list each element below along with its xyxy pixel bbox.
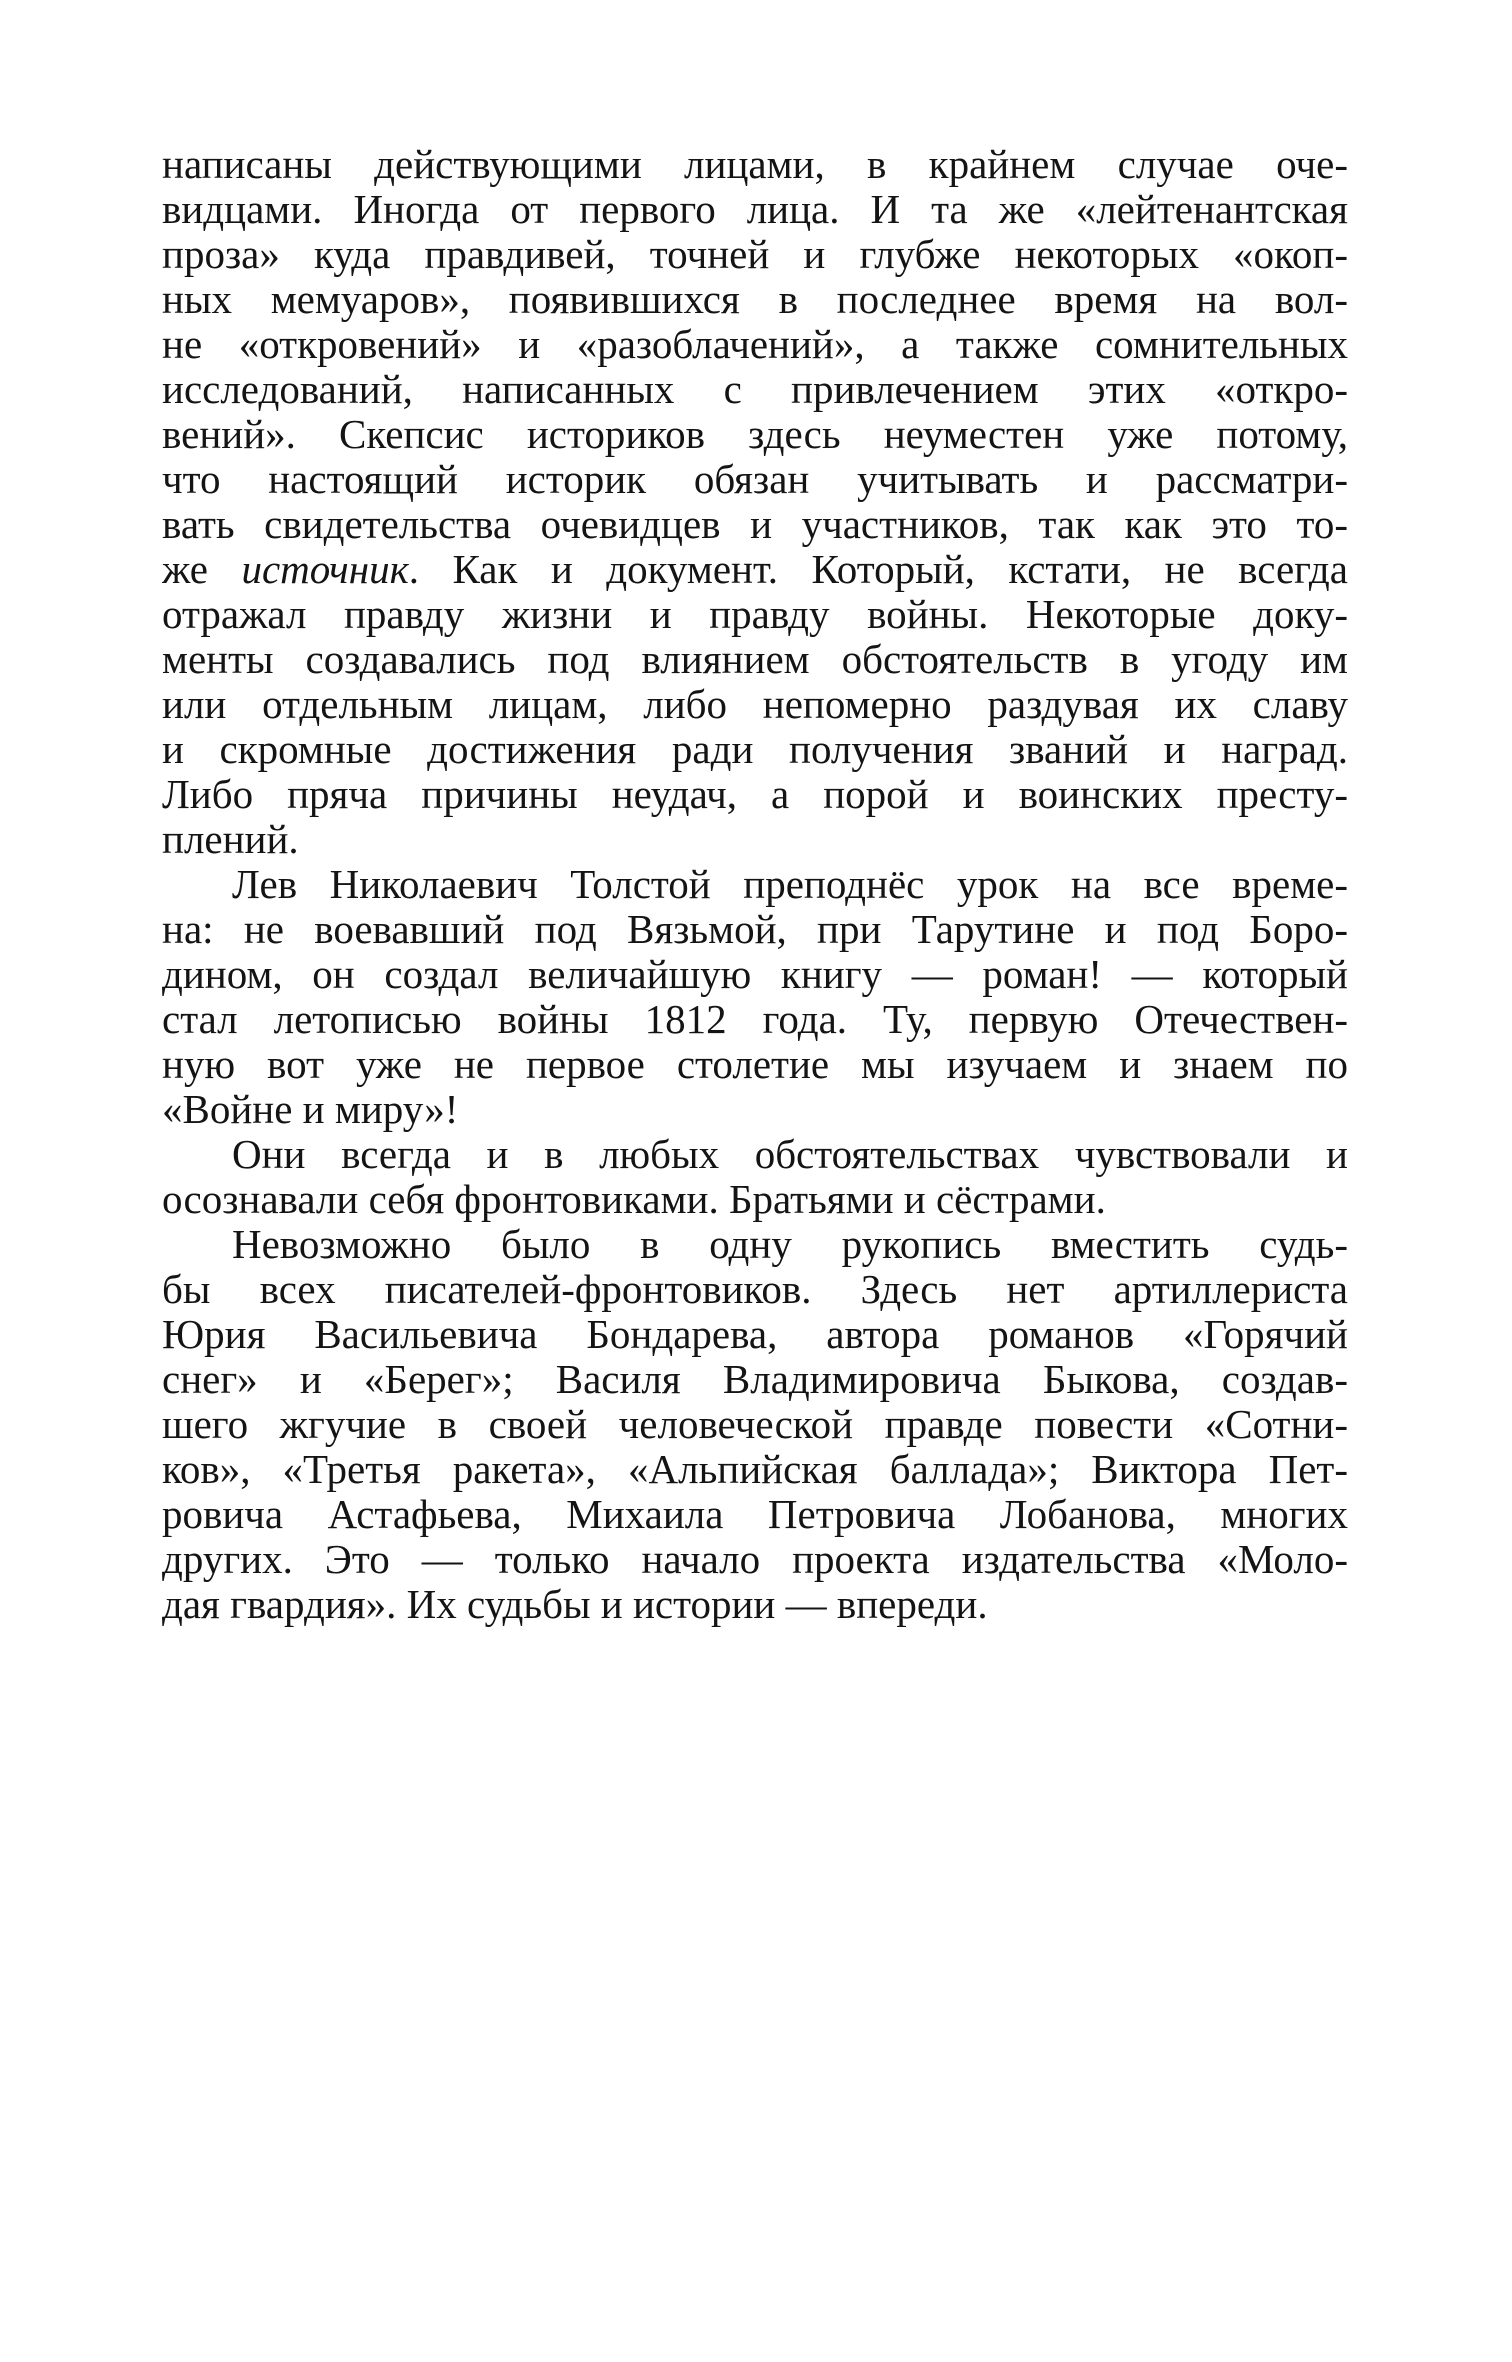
text-line: Либо пряча причины неудач, а порой и воинских престу-	[162, 772, 1348, 817]
paragraph	[162, 1222, 1348, 1627]
text-line: проза» куда правдивей, точней и глубже некоторых «окоп-	[162, 232, 1348, 277]
text-line: Юрия Васильевича Бондарева, автора романов «Горячий	[162, 1312, 1348, 1357]
italic-emphasis: источник	[241, 547, 409, 592]
text-line: написаны действующими лицами, в крайнем случае оче-	[162, 142, 1348, 187]
text-line: осознавали себя фронтовиками. Братьями и сёстрами.	[162, 1177, 1106, 1222]
text-line: менты создавались под влиянием обстоятельств в угоду им	[162, 637, 1348, 682]
text-line: вать свидетельства очевидцев и участников, так как это то-	[162, 502, 1348, 547]
text-line: ровича Астафьева, Михаила Петровича Лобанова, многих	[162, 1492, 1348, 1537]
text-line: Невозможно было в одну рукопись вместить судь-	[232, 1222, 1348, 1267]
text-line: стал летописью войны 1812 года. Ту, первую Отечествен-	[162, 997, 1348, 1042]
text-line: что настоящий историк обязан учитывать и рассматри-	[162, 457, 1348, 502]
text-line: вений». Скепсис историков здесь неуместен уже потому,	[162, 412, 1348, 457]
text-line: Они всегда и в любых обстоятельствах чувствовали и	[232, 1132, 1348, 1177]
text-line: бы всех писателей-фронтовиков. Здесь нет артиллериста	[162, 1267, 1348, 1312]
text-line: шего жгучие в своей человеческой правде повести «Сотни-	[162, 1402, 1348, 1447]
text-line: плений.	[162, 817, 299, 862]
text-line: Лев Николаевич Толстой преподнёс урок на все време-	[232, 862, 1348, 907]
text-line: снег» и «Берег»; Василя Владимировича Быкова, создав-	[162, 1357, 1348, 1402]
text-line: ную вот уже не первое столетие мы изучаем и знаем по	[162, 1042, 1348, 1087]
text-line: исследований, написанных с привлечением этих «откро-	[162, 367, 1348, 412]
text-line: других. Это — только начало проекта издательства «Моло-	[162, 1537, 1348, 1582]
text-line: на: не воевавший под Вязьмой, при Тарутине и под Боро-	[162, 907, 1348, 952]
page-body	[162, 142, 1348, 1627]
text-line: видцами. Иногда от первого лица. И та же «лейтенантская	[162, 187, 1348, 232]
text-line: или отдельным лицам, либо непомерно раздувая их славу	[162, 682, 1348, 727]
text-line: отражал правду жизни и правду войны. Некоторые доку-	[162, 592, 1348, 637]
text-line-with-italic: же источник. Как и документ. Который, кстати, не всегда	[162, 547, 1348, 592]
text-line: ков», «Третья ракета», «Альпийская баллада»; Виктора Пет-	[162, 1447, 1348, 1492]
text-line: не «откровений» и «разоблачений», а также сомнительных	[162, 322, 1348, 367]
paragraph	[162, 862, 1348, 1132]
text-line: ных мемуаров», появившихся в последнее время на вол-	[162, 277, 1348, 322]
paragraph	[162, 142, 1348, 862]
text-line: и скромные достижения ради получения званий и наград.	[162, 727, 1348, 772]
paragraph	[162, 1132, 1348, 1222]
text-line: «Войне и миру»!	[162, 1087, 459, 1132]
text-line: дая гвардия». Их судьбы и истории — впереди.	[162, 1582, 988, 1627]
text-line: дином, он создал величайшую книгу — роман! — который	[162, 952, 1348, 997]
